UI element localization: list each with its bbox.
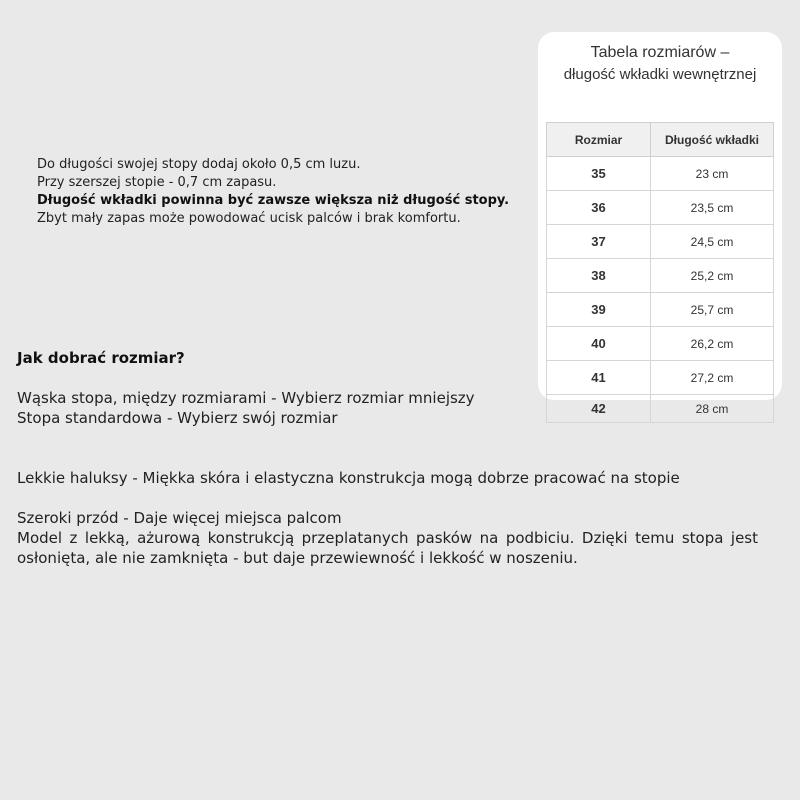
tip-wide-foot: Przy szerszej stopie - 0,7 cm zapasu. bbox=[37, 175, 277, 190]
length-cell: 27,2 cm bbox=[651, 361, 774, 395]
table-row bbox=[547, 191, 774, 225]
tip-insole-rule: Długość wkładki powinna być zawsze większa niż długość stopy. bbox=[37, 193, 510, 208]
size-cell: 37 bbox=[547, 225, 651, 259]
size-chart-card bbox=[538, 32, 782, 416]
size-cell: 39 bbox=[547, 293, 651, 327]
length-cell: 25,2 cm bbox=[651, 259, 774, 293]
table-row bbox=[547, 157, 774, 191]
fit-tips bbox=[37, 156, 517, 228]
size-chart-title-line1: Tabela rozmiarów – bbox=[590, 44, 730, 61]
guide-standard-foot: Stopa standardowa - Wybierz swój rozmiar bbox=[17, 409, 338, 427]
guide-wide-front: Szeroki przód - Daje więcej miejsca palcom bbox=[17, 509, 342, 527]
tip-extra-room: Do długości swojej stopy dodaj około 0,5 cm luzu. bbox=[37, 157, 361, 172]
size-cell: 38 bbox=[547, 259, 651, 293]
guide-model-description: Model z lekką, ażurową konstrukcją przeplatanych pasków na podbiciu. Dzięki temu stopa jest osłonięta, ale nie zamknięta - but daje przewiewność i lekkość w noszeniu. bbox=[17, 529, 758, 567]
size-table-header-row bbox=[547, 123, 774, 157]
table-row bbox=[547, 293, 774, 327]
size-cell: 42 bbox=[547, 395, 651, 423]
length-cell: 26,2 cm bbox=[651, 327, 774, 361]
table-row bbox=[547, 225, 774, 259]
table-row bbox=[547, 259, 774, 293]
guide-bunions: Lekkie haluksy - Miękka skóra i elastyczna konstrukcja mogą dobrze pracować na stopie bbox=[17, 469, 680, 487]
length-cell: 23,5 cm bbox=[651, 191, 774, 225]
size-chart-title-line2: długość wkładki wewnętrznej bbox=[563, 66, 757, 83]
size-guide bbox=[17, 348, 758, 568]
size-cell: 36 bbox=[547, 191, 651, 225]
length-cell: 28 cm bbox=[651, 395, 774, 423]
length-cell: 25,7 cm bbox=[651, 293, 774, 327]
size-cell: 40 bbox=[547, 327, 651, 361]
size-cell: 41 bbox=[547, 361, 651, 395]
guide-heading: Jak dobrać rozmiar? bbox=[17, 349, 185, 367]
tip-warning: Zbyt mały zapas może powodować ucisk palców i brak komfortu. bbox=[37, 211, 461, 226]
column-header-length: Długość wkładki bbox=[651, 123, 774, 157]
length-cell: 23 cm bbox=[651, 157, 774, 191]
length-cell: 24,5 cm bbox=[651, 225, 774, 259]
size-cell: 35 bbox=[547, 157, 651, 191]
guide-narrow-foot: Wąska stopa, między rozmiarami - Wybierz rozmiar mniejszy bbox=[17, 389, 475, 407]
size-chart-title bbox=[538, 42, 782, 86]
column-header-size: Rozmiar bbox=[547, 123, 651, 157]
